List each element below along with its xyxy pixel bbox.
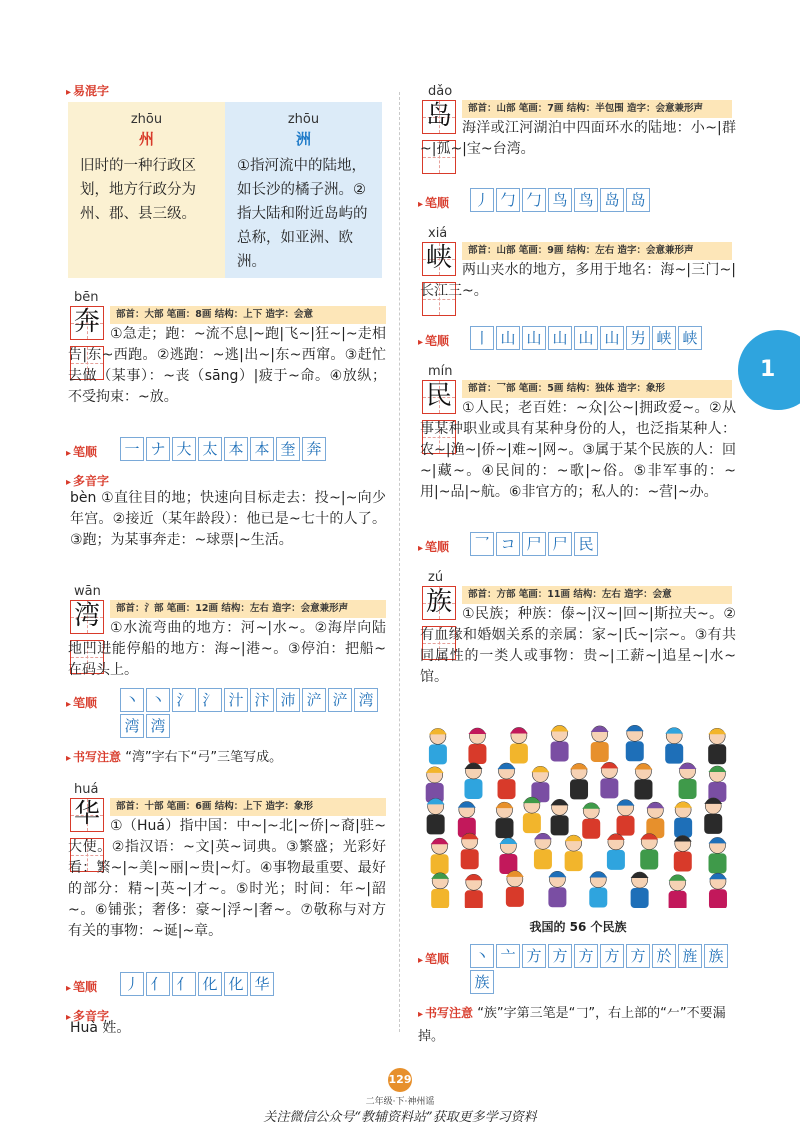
child-figure bbox=[626, 741, 644, 761]
child-figure bbox=[591, 742, 609, 762]
ben-bishun-label: ▸ 笔顺 bbox=[66, 443, 97, 460]
dao-char: 岛 bbox=[425, 101, 452, 131]
xia-pinyin: xiá bbox=[428, 226, 448, 241]
min-stroke-step: 尸 bbox=[522, 532, 546, 556]
min-bishun-label: ▸ 笔顺 bbox=[418, 538, 449, 555]
dao-pinyin: dǎo bbox=[428, 84, 453, 99]
child-figure bbox=[465, 890, 483, 908]
column-divider bbox=[399, 92, 400, 1032]
zu-note-text: “族”字第三笔是“𠃌”，右上部的“𠂉”不要漏掉。 bbox=[418, 1006, 726, 1044]
zu-pinyin: zú bbox=[428, 570, 444, 585]
wan-definition: ①水流弯曲的地方：河~|水~。②海岸向陆地凹进能停船的地方：海~|港~。③停泊：把船~在码头上。 bbox=[68, 620, 386, 678]
wan-stroke-step: 浐 bbox=[302, 688, 326, 712]
child-figure bbox=[679, 779, 697, 799]
confusable-left-definition: 旧时的一种行政区划，地方行政分为州、郡、县三级。 bbox=[80, 158, 196, 222]
min-char-box bbox=[422, 380, 456, 414]
ben-duoyin-label: ▸ 多音字 bbox=[66, 472, 109, 489]
xia-char: 峡 bbox=[425, 243, 452, 273]
xia-stroke-step: 山 bbox=[574, 326, 598, 350]
hua-char-box bbox=[70, 798, 104, 832]
hua-stroke-step: 化 bbox=[198, 972, 222, 996]
child-figure bbox=[523, 813, 541, 833]
confusable-left bbox=[68, 102, 225, 278]
dao-stroke-step: 岛 bbox=[600, 188, 624, 212]
dao-char-box bbox=[422, 100, 456, 134]
zu-bishun-label: ▸ 笔顺 bbox=[418, 950, 449, 967]
child-figure bbox=[704, 814, 722, 834]
dao-bishun-label: ▸ 笔顺 bbox=[418, 194, 449, 211]
child-figure bbox=[600, 778, 618, 798]
min-char: 民 bbox=[425, 381, 452, 411]
child-figure bbox=[617, 816, 635, 836]
confusable-right bbox=[225, 102, 382, 278]
zu-note bbox=[418, 1002, 738, 1048]
xia-stroke-step: 屴 bbox=[626, 326, 650, 350]
dao-stroke-step: 岛 bbox=[626, 188, 650, 212]
child-figure bbox=[468, 744, 486, 764]
child-figure bbox=[464, 779, 482, 799]
min-definition: ①人民；老百姓：~众|公~|拥政爱~。②从事某种职业或具有某种身份的人，也泛指某种人：农~|渔~|侨~|难~|网~。③属于某个民族的人：回~|藏~。④民间的：~歌|~俗。⑤非军事的：~用|~品|~航。⑥非官方的；私人的：~营|~办。 bbox=[420, 400, 736, 500]
xia-strokes bbox=[470, 326, 736, 350]
ben-meta: 部首：大部 笔画：8画 结构：上下 造字：会意 bbox=[110, 306, 386, 324]
confusable-heading: ▸ 易混字 bbox=[66, 82, 109, 99]
xia-meta: 部首：山部 笔画：9画 结构：左右 造字：会意兼形声 bbox=[462, 242, 732, 260]
wan-stroke-step: 湾 bbox=[354, 688, 378, 712]
page-number: 129 bbox=[388, 1068, 412, 1092]
min-strokes bbox=[470, 532, 736, 556]
zu-stroke-step: 旌 bbox=[678, 944, 702, 968]
wan-stroke-step: 湾 bbox=[146, 714, 170, 738]
ben-strokes bbox=[120, 437, 390, 461]
child-figure bbox=[640, 850, 658, 870]
wan-stroke-step: 浐 bbox=[328, 688, 352, 712]
wan-stroke-step: 氵 bbox=[172, 688, 196, 712]
zu-stroke-step: 方 bbox=[548, 944, 572, 968]
child-figure bbox=[510, 743, 528, 763]
xia-stroke-step: 山 bbox=[548, 326, 572, 350]
child-figure bbox=[582, 819, 600, 839]
wan-stroke-step: 丶 bbox=[146, 688, 170, 712]
zu-stroke-step: 方 bbox=[600, 944, 624, 968]
ben-char: 奔 bbox=[73, 307, 100, 337]
zu-definition: ①民族；种族：傣~|汉~|回~|斯拉夫~。②有血缘和婚姻关系的亲属：家~|氏~|宗~。③有共同属性的一类人或事物：贵~|工薪~|追星~|水~馆。 bbox=[420, 606, 736, 685]
dao-meta: 部首：山部 笔画：7画 结构：半包围 造字：会意兼形声 bbox=[462, 100, 732, 118]
dao-stroke-step: 鸟 bbox=[548, 188, 572, 212]
ben-stroke-step: 一 bbox=[120, 437, 144, 461]
min-stroke-step: 尸 bbox=[548, 532, 572, 556]
min-pinyin: mín bbox=[428, 364, 453, 379]
hua-stroke-step: 华 bbox=[250, 972, 274, 996]
footer-grade: 二年级·下·神州谣 bbox=[365, 1097, 435, 1107]
hua-stroke-step: 亻 bbox=[146, 972, 170, 996]
dao-strokes bbox=[470, 188, 736, 212]
wan-note-label: ▸ 书写注意 bbox=[66, 750, 121, 764]
wan-note-text: “湾”字右下“弓”三笔写成。 bbox=[125, 750, 283, 765]
xia-stroke-step: 峡 bbox=[678, 326, 702, 350]
confusable-right-definition: ①指河流中的陆地，如长沙的橘子洲。②指大陆和附近岛屿的总称，如亚洲、欧洲。 bbox=[237, 158, 368, 270]
xia-definition: 两山夹水的地方，多用于地名：海~|三门~|长江三~。 bbox=[420, 262, 736, 299]
hua-char: 华 bbox=[73, 799, 100, 829]
child-figure bbox=[427, 814, 445, 834]
child-figure bbox=[431, 889, 449, 908]
xia-stroke-step: 山 bbox=[496, 326, 520, 350]
footer-watermark: 关注微信公众号“教辅资料站”获取更多学习资料 bbox=[263, 1110, 537, 1125]
confusable-left-pinyin: zhōu bbox=[130, 112, 163, 127]
zu-char-box bbox=[422, 586, 456, 620]
dao-stroke-step: 丿 bbox=[470, 188, 494, 212]
min-stroke-step: コ bbox=[496, 532, 520, 556]
child-figure bbox=[589, 888, 607, 908]
chapter-tab[interactable]: 1 bbox=[738, 330, 800, 410]
ben-pinyin: bēn bbox=[74, 290, 99, 305]
child-figure bbox=[570, 779, 588, 799]
hua-stroke-step: 亻 bbox=[172, 972, 196, 996]
xia-bishun-label: ▸ 笔顺 bbox=[418, 332, 449, 349]
min-meta: 部首：乛部 笔画：5画 结构：独体 造字：象形 bbox=[462, 380, 732, 398]
hua-pinyin: huá bbox=[74, 782, 99, 797]
wan-stroke-step: 汴 bbox=[250, 688, 274, 712]
ben-definition: ①急走；跑：~流不息|~跑|飞~|狂~|~走相告|东~西跑。②逃跑：~逃|出~|东~西窜。③赶忙去做（某事）：~丧（sāng）|疲于~命。④放纵；不受拘束：~放。 bbox=[68, 326, 386, 405]
child-figure bbox=[498, 779, 516, 799]
wan-note bbox=[66, 746, 282, 765]
child-figure bbox=[708, 744, 726, 764]
hua-definition: ①（Huá）指中国：中~|~北|~侨|~裔|驻~大使。②指汉语：~文|英~词典。③繁盛；光彩好看：繁~|~美|~丽|~贵|~灯。④事物最重要、最好的部分：精~|英~|才~。⑤时光；时间：年~|韶~。⑥铺张；奢侈：豪~|浮~|奢~。⑦敬称与对方有关的事物：~诞|~章。 bbox=[68, 818, 386, 939]
ben-stroke-step: 奔 bbox=[302, 437, 326, 461]
child-figure bbox=[674, 851, 692, 871]
child-figure bbox=[674, 818, 692, 838]
wan-stroke-step: 湾 bbox=[120, 714, 144, 738]
wan-char: 湾 bbox=[73, 601, 100, 631]
zu-stroke-step: 丶 bbox=[470, 944, 494, 968]
child-figure bbox=[634, 779, 652, 799]
wan-pinyin: wān bbox=[74, 584, 101, 599]
zu-stroke-step: 於 bbox=[652, 944, 676, 968]
wan-bishun-label: ▸ 笔顺 bbox=[66, 694, 97, 711]
child-figure bbox=[506, 887, 524, 907]
ben-stroke-step: 太 bbox=[198, 437, 222, 461]
child-figure bbox=[548, 887, 566, 907]
ben-stroke-step: 本 bbox=[224, 437, 248, 461]
wan-stroke-step: 丶 bbox=[120, 688, 144, 712]
hua-duoyin: Huà 姓。 bbox=[70, 1020, 131, 1036]
zu-stroke-step: 方 bbox=[626, 944, 650, 968]
xia-char-box bbox=[422, 242, 456, 276]
wan-strokes bbox=[120, 688, 390, 738]
hua-duoyin-label: ▸ 多音字 bbox=[66, 1007, 109, 1024]
confusable-left-char: 州 bbox=[138, 130, 154, 148]
child-figure bbox=[631, 888, 649, 908]
child-figure bbox=[534, 849, 552, 869]
zu-char: 族 bbox=[425, 587, 452, 617]
hua-stroke-step: 丿 bbox=[120, 972, 144, 996]
child-figure bbox=[709, 853, 727, 873]
child-figure bbox=[669, 891, 687, 908]
min-stroke-step: 民 bbox=[574, 532, 598, 556]
wan-stroke-step: 氵 bbox=[198, 688, 222, 712]
wan-stroke-step: 汁 bbox=[224, 688, 248, 712]
wan-meta: 部首：氵部 笔画：12画 结构：左右 造字：会意兼形声 bbox=[110, 600, 386, 618]
wan-stroke-step: 沛 bbox=[276, 688, 300, 712]
hua-strokes bbox=[120, 972, 390, 996]
hua-stroke-step: 化 bbox=[224, 972, 248, 996]
zu-stroke-step: 亠 bbox=[496, 944, 520, 968]
zu-stroke-step: 方 bbox=[522, 944, 546, 968]
xia-stroke-step: 峡 bbox=[652, 326, 676, 350]
min-stroke-step: 乛 bbox=[470, 532, 494, 556]
child-figure bbox=[709, 889, 727, 908]
zu-note-label: ▸ 书写注意 bbox=[418, 1006, 473, 1020]
zu-stroke-step: 族 bbox=[704, 944, 728, 968]
confusable-right-pinyin: zhōu bbox=[287, 112, 320, 127]
hua-bishun-label: ▸ 笔顺 bbox=[66, 978, 97, 995]
xia-stroke-step: 丨 bbox=[470, 326, 494, 350]
xia-stroke-step: 山 bbox=[600, 326, 624, 350]
ben-stroke-step: 本 bbox=[250, 437, 274, 461]
confusable-box bbox=[68, 102, 383, 278]
picture-caption: 我国的 56 个民族 bbox=[529, 920, 627, 934]
dao-stroke-step: 勹 bbox=[522, 188, 546, 212]
child-figure bbox=[461, 849, 479, 869]
child-figure bbox=[665, 744, 683, 764]
child-figure bbox=[565, 851, 583, 871]
child-figure bbox=[429, 744, 447, 764]
child-figure bbox=[495, 818, 513, 838]
wan-char-box bbox=[70, 600, 104, 634]
child-figure bbox=[431, 854, 449, 874]
zu-stroke-step: 方 bbox=[574, 944, 598, 968]
child-figure bbox=[551, 741, 569, 761]
dao-stroke-step: 勹 bbox=[496, 188, 520, 212]
zu-meta: 部首：方部 笔画：11画 结构：左右 造字：会意 bbox=[462, 586, 732, 604]
ben-char-box bbox=[70, 306, 104, 340]
child-figure bbox=[607, 850, 625, 870]
xia-stroke-step: 山 bbox=[522, 326, 546, 350]
ben-duoyin: bèn ①直往目的地；快速向目标走去：投~|~向少年宫。②接近（某年龄段）：他已是~七十的人了。③跑；为某事奔走：~球票|~生活。 bbox=[70, 490, 386, 548]
confusable-right-char: 洲 bbox=[295, 130, 311, 148]
dao-definition: 海洋或江河湖泊中四面环水的陆地：小~|群~|孤~|宝~台湾。 bbox=[420, 120, 736, 157]
zu-stroke-step: 族 bbox=[470, 970, 494, 994]
zu-strokes bbox=[470, 944, 736, 994]
ethnic-groups-illustration bbox=[418, 708, 738, 908]
ben-stroke-step: 大 bbox=[172, 437, 196, 461]
dao-stroke-step: 鸟 bbox=[574, 188, 598, 212]
ben-stroke-step: 奎 bbox=[276, 437, 300, 461]
ben-stroke-step: ナ bbox=[146, 437, 170, 461]
hua-meta: 部首：十部 笔画：6画 结构：上下 造字：象形 bbox=[110, 798, 386, 816]
child-figure bbox=[551, 815, 569, 835]
